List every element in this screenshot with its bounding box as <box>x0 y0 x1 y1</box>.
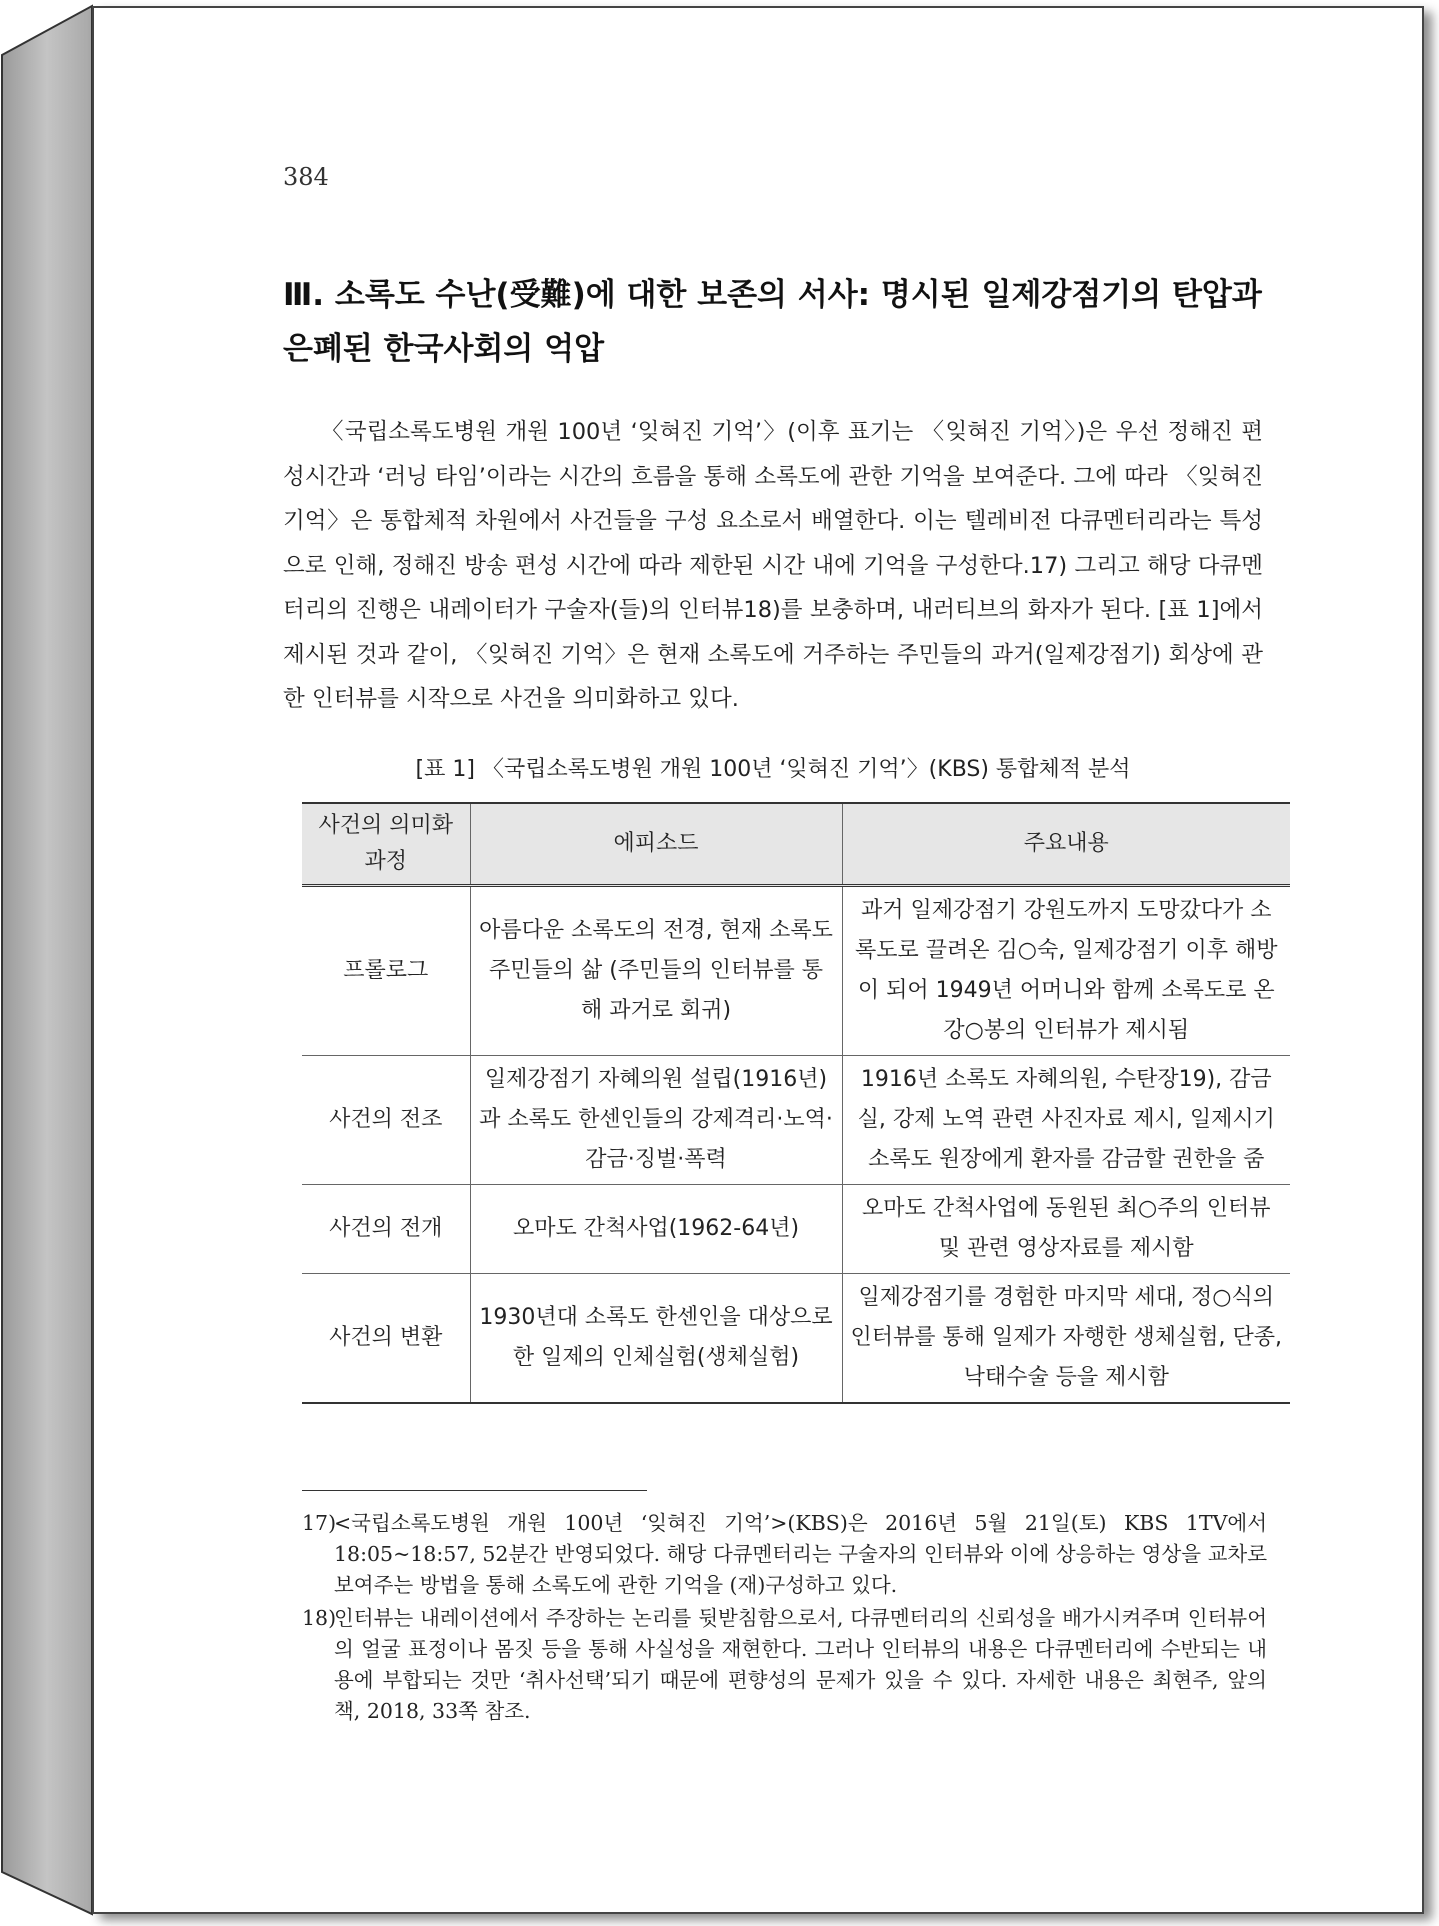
cell-episode: 아름다운 소록도의 전경, 현재 소록도 주민들의 삶 (주민들의 인터뷰를 통해 과거로 회귀) <box>470 886 842 1056</box>
cell-episode: 오마도 간척사업(1962-64년) <box>470 1185 842 1274</box>
header-episode: 에피소드 <box>470 803 842 886</box>
table-header-row <box>302 803 1290 886</box>
analysis-table <box>302 802 1290 1404</box>
table-row <box>302 886 1290 1056</box>
cell-content: 일제강점기를 경험한 마지막 세대, 정○식의 인터뷰를 통해 일제가 자행한 생체실험, 단종, 낙태수술 등을 제시함 <box>842 1274 1290 1404</box>
page-number: 384 <box>283 163 329 191</box>
header-content: 주요내용 <box>842 803 1290 886</box>
footnote-text: <국립소록도병원 개원 100년 ‘잊혀진 기억’>(KBS)은 2016년 5월 21일(토) KBS 1TV에서 18:05~18:57, 52분간 반영되었다. 해당 다큐멘터리는 구술자의 인터뷰와 이에 상응하는 영상을 교차로 보여주는 방법을 통해 소록도에 관한 기억을 (재)구성하고 있다. <box>334 1511 1267 1597</box>
cell-content: 1916년 소록도 자혜의원, 수탄장19), 감금실, 강제 노역 관련 사진자료 제시, 일제시기 소록도 원장에게 환자를 감금할 권한을 줌 <box>842 1056 1290 1185</box>
footnote-text: 인터뷰는 내레이션에서 주장하는 논리를 뒷받침함으로서, 다큐멘터리의 신뢰성을 배가시켜주며 인터뷰어의 얼굴 표정이나 몸짓 등을 통해 사실성을 재현한다. 그러나 인터뷰의 내용은 다큐멘터리에 수반되는 내용에 부합되는 것만 ‘취사선택’되기 때문에 편향성의 문제가 있을 수 있다. 자세한 내용은 최현주, 앞의 책, 2018, 33쪽 참조. <box>334 1606 1267 1723</box>
cell-content: 과거 일제강점기 강원도까지 도망갔다가 소록도로 끌려온 김○숙, 일제강점기 이후 해방이 되어 1949년 어머니와 함께 소록도로 온 강○봉의 인터뷰가 제시됨 <box>842 886 1290 1056</box>
book-spine <box>0 0 95 1926</box>
header-stage: 사건의 의미화 과정 <box>302 803 470 886</box>
table-caption: [표 1] 〈국립소록도병원 개원 100년 ‘잊혀진 기억’〉(KBS) 통합체적 분석 <box>415 757 1131 782</box>
footnote-number: 17) <box>302 1511 337 1535</box>
cell-stage: 프롤로그 <box>302 886 470 1056</box>
table-row <box>302 1274 1290 1404</box>
table-row <box>302 1185 1290 1274</box>
footnotes <box>302 1508 1267 1729</box>
cell-stage: 사건의 변환 <box>302 1274 470 1404</box>
footnote-divider <box>302 1490 647 1491</box>
cell-episode: 일제강점기 자혜의원 설립(1916년)과 소록도 한센인들의 강제격리·노역·감금·징벌·폭력 <box>470 1056 842 1185</box>
section-title: Ⅲ. 소록도 수난(受難)에 대한 보존의 서사: 명시된 일제강점기의 탄압과 은폐된 한국사회의 억압 <box>283 277 1262 367</box>
cell-stage: 사건의 전개 <box>302 1185 470 1274</box>
body-paragraph: 〈국립소록도병원 개원 100년 ‘잊혀진 기억’〉(이후 표기는 〈잊혀진 기억〉)은 우선 정해진 편성시간과 ‘러닝 타임’이라는 시간의 흐름을 통해 소록도에 관한 기억을 보여준다. 그에 따라 〈잊혀진 기억〉은 통합체적 차원에서 사건들을 구성 요소로서 배열한다. 이는 텔레비전 다큐멘터리라는 특성으로 인해, 정해진 방송 편성 시간에 따라 제한된 시간 내에 기억을 구성한다.17) 그리고 해당 다큐멘터리의 진행은 내레이터가 구술자(들)의 인터뷰18)를 보충하며, 내러티브의 화자가 된다. [표 1]에서 제시된 것과 같이, 〈잊혀진 기억〉은 현재 소록도에 거주하는 주민들의 과거(일제강점기) 회상에 관한 인터뷰를 시작으로 사건을 의미화하고 있다. <box>283 419 1263 712</box>
cell-episode: 1930년대 소록도 한센인을 대상으로 한 일제의 인체실험(생체실험) <box>470 1274 842 1404</box>
cell-content: 오마도 간척사업에 동원된 최○주의 인터뷰 및 관련 영상자료를 제시함 <box>842 1185 1290 1274</box>
footnote-17 <box>302 1508 1267 1601</box>
footnote-number: 18) <box>302 1606 337 1630</box>
table-row <box>302 1056 1290 1185</box>
footnote-18 <box>302 1603 1267 1727</box>
cell-stage: 사건의 전조 <box>302 1056 470 1185</box>
